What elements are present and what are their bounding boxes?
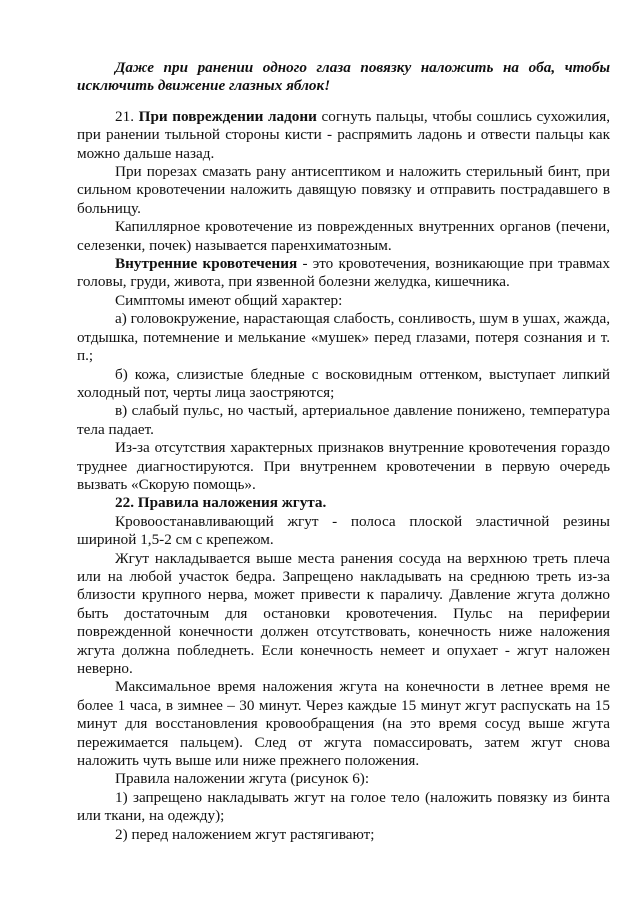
paragraph-internal [77, 255, 610, 292]
paragraph-21-text: согнуть пальцы, чтобы сошлись сухожилия, при ранении тыльной стороны кисти - распрямить ладонь и отвести пальцы как можно дальше назад. [77, 107, 611, 162]
internal-text: - это кровотечения, возникающие при травмах головы, груди, живота, при язвенной болезни желудка, кишечника. [77, 255, 610, 291]
section-22-heading [77, 494, 610, 512]
document-page [77, 59, 610, 844]
internal-heading: Внутренние кровотечения [115, 255, 298, 273]
paragraph-21 [77, 108, 610, 163]
paragraph-tourniquet-definition: Кровоостанавливающий жгут - полоса плоской эластичной резины шириной 1,5-2 см с крепежом. [77, 512, 610, 549]
rule-2: 2) перед наложением жгут растягивают; [115, 825, 375, 843]
paragraph-capillary: Капиллярное кровотечение из поврежденных внутренних органов (печени, селезенки, почек) называется паренхиматозным. [77, 218, 610, 254]
rules-intro: Правила наложении жгута (рисунок 6): [115, 770, 370, 788]
rule-1: 1) запрещено накладывать жгут на голое тело (наложить повязку из бинта или ткани, на одежду); [77, 788, 610, 825]
symptom-b: б) кожа, слизистые бледные с восковидным оттенком, выступает липкий холодный пот, черты лица заостряются; [77, 365, 610, 401]
paragraph-21-heading: При повреждении ладони [138, 107, 317, 125]
paragraph-max-time: Максимальное время наложения жгута на конечности в летнее время не более 1 часа, в зимнее – 30 минут. Через каждые 15 минут жгут распускать на 15 минут для восстановления кровообращения (на это время сосуд выше жгута пережимается пальцем). След от жгута помассировать, затем жгут снова наложить чуть выше или ниже прежнего положения. [77, 678, 610, 770]
paragraph-tourniquet-placement: Жгут накладывается выше места ранения сосуда на верхнюю треть плеча или на любой участок бедра. Запрещено накладывать на среднюю треть из-за близости крупного нерва, может привести к параличу. Давление жгута должно быть достаточным для остановки кровотечения. Пульс на периферии поврежденной конечности должен отсутствовать, конечность ниже наложения жгута должна побледнеть. Если конечность немеет и опухает - жгут наложен неверно. [77, 549, 610, 677]
symptoms-intro: Симптомы имеют общий характер: [115, 291, 343, 309]
symptom-c: в) слабый пульс, но частый, артериальное давление понижено, температура тела падает. [77, 402, 610, 438]
paragraph-cuts: При порезах смазать рану антисептиком и наложить стерильный бинт, при сильном кровотечении наложить давящую повязку и отправить пострадавшего в больницу. [77, 163, 610, 217]
paragraph-diagnosis: Из-за отсутствия характерных признаков внутренние кровотечения гораздо труднее диагностируются. При внутреннем кровотечении в первую очередь вызвать «Скорую помощь». [77, 439, 610, 493]
section-22-heading-text: 22. Правила наложения жгута. [115, 494, 327, 512]
symptom-a: а) головокружение, нарастающая слабость, сонливость, шум в ушах, жажда, отдышка, потемнение и мелькание «мушек» перед глазами, потеря сознания и т. п.; [77, 310, 610, 365]
warning-text: Даже при ранении одного глаза повязку наложить на оба, чтобы исключить движение глазных яблок! [77, 59, 610, 95]
paragraph-21-number: 21. [115, 107, 139, 125]
